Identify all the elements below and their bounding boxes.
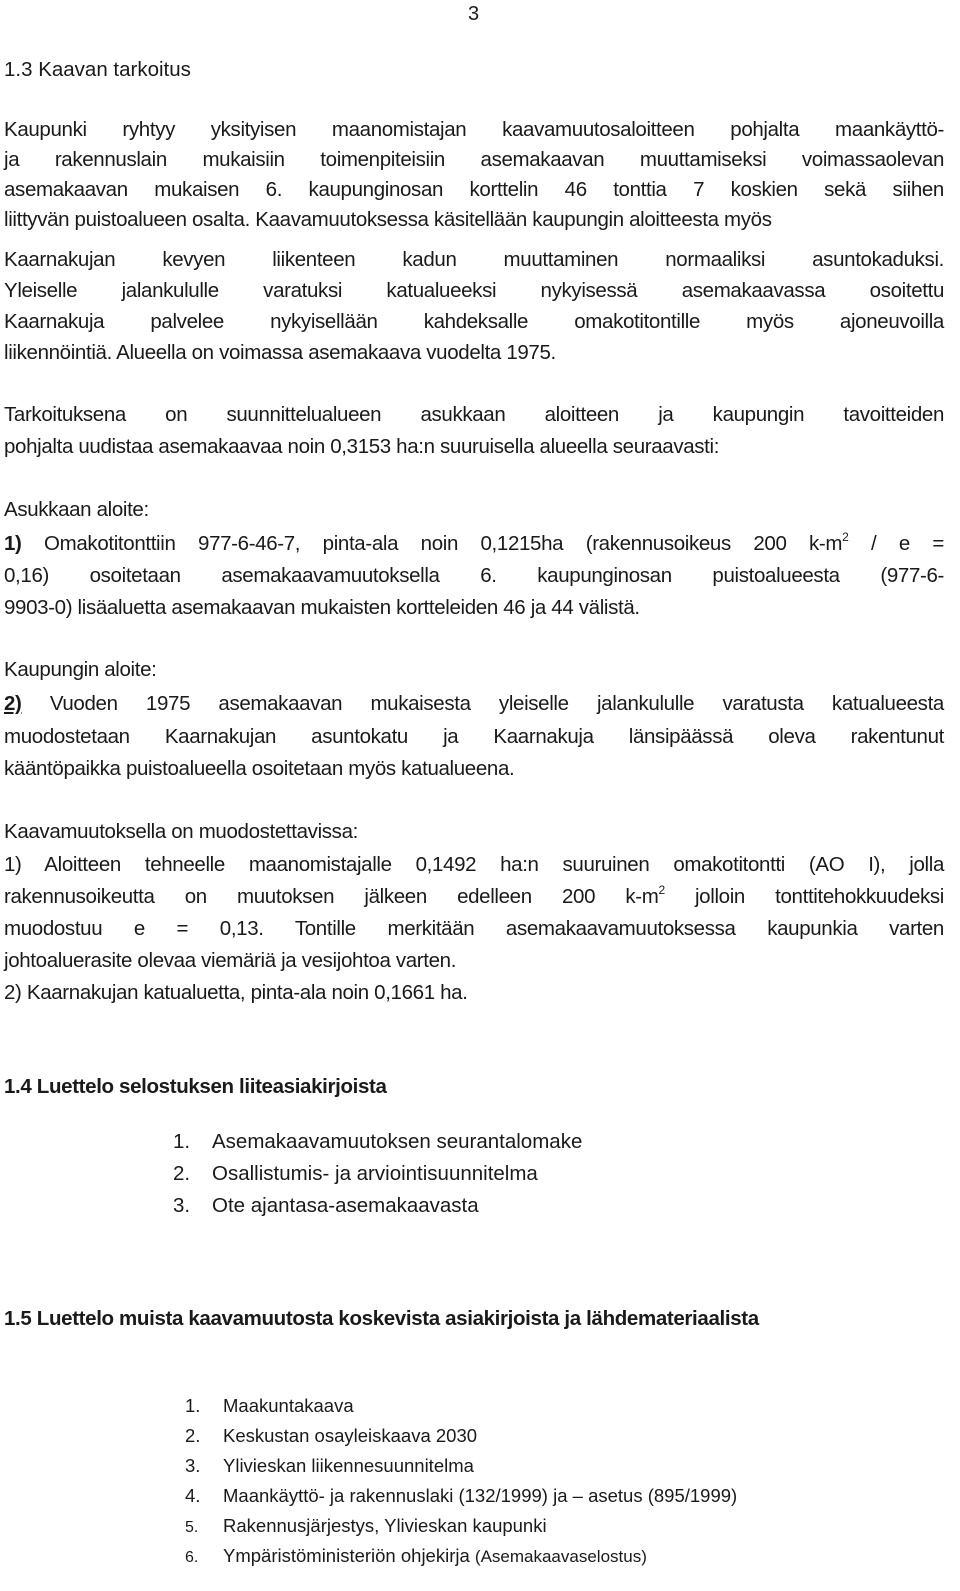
- text-line: johtoaluerasite olevaa viemäriä ja vesijohtoa varten.: [4, 949, 457, 972]
- text-line: Kaarnakuja palvelee nykyisellään kahdeksalle omakotitontille myös ajoneuvoilla: [4, 310, 944, 333]
- text-span: liittyvän puistoalueen osalta.: [4, 208, 250, 231]
- text-span: Kaavamuutoksessa käsitellään kaupungin aloitteesta myös: [255, 208, 772, 231]
- text-line: [4, 689, 944, 719]
- list-number: 1.: [185, 1395, 201, 1416]
- text-line: Kaupunki ryhtyy yksityisen maanomistajan kaavamuutosaloitteen pohjalta maankäyttö-: [4, 118, 944, 141]
- page-number: 3: [468, 3, 480, 25]
- list-number: 1.: [173, 1130, 191, 1153]
- list-item: [185, 1452, 474, 1480]
- list-note: (Asemakaavaselostus): [474, 1547, 647, 1566]
- list-text: Rakennusjärjestys, Ylivieskan kaupunki: [223, 1515, 547, 1536]
- text-line: 9903-0) lisäaluetta asemakaavan mukaisten kortteleiden 46 ja 44 välistä.: [4, 596, 640, 619]
- list-number: 3.: [185, 1455, 201, 1476]
- list-item: [173, 1160, 538, 1188]
- forming-label: Kaavamuutoksella on muodostettavissa:: [4, 820, 358, 843]
- list-item: [185, 1392, 354, 1420]
- superscript: 2: [842, 530, 849, 544]
- list-number: 6.: [185, 1549, 199, 1566]
- text-line: ja rakennuslain mukaisiin toimenpiteisiin asemakaavan muuttamiseksi voimassaolevan: [4, 148, 944, 171]
- text-line: Yleiselle jalankululle varatuksi katualueeksi nykyisessä asemakaavassa osoitettu: [4, 279, 944, 302]
- list-item: [185, 1422, 477, 1450]
- list-item: [185, 1542, 647, 1572]
- list-item: [185, 1482, 737, 1510]
- text-line: [4, 882, 944, 912]
- text-line: [4, 529, 944, 559]
- text-line: muodostuu e = 0,13. Tontille merkitään asemakaavamuutoksessa kaupunkia varten: [4, 917, 944, 940]
- list-text: Maankäyttö- ja rakennuslaki (132/1999) ja – asetus (895/1999): [223, 1485, 738, 1506]
- text-span: rakennusoikeutta on muutoksen jälkeen edelleen 200 k-m: [4, 885, 659, 908]
- text-line: 1) Aloitteen tehneelle maanomistajalle 0,1492 ha:n suuruinen omakotitontti (AO I), jolla: [4, 853, 944, 876]
- list-text: Osallistumis- ja arviointisuunnitelma: [212, 1162, 538, 1185]
- text-span: jolloin tonttitehokkuudeksi: [664, 885, 945, 908]
- section-heading-1-4: 1.4 Luettelo selostuksen liiteasiakirjoista: [4, 1075, 387, 1098]
- text-line: asemakaavan mukaisen 6. kaupunginosan korttelin 46 tonttia 7 koskien sekä siihen: [4, 178, 944, 201]
- text-line: pohjalta uudistaa asemakaavaa noin 0,3153 ha:n suuruisella alueella seuraavasti:: [4, 435, 720, 458]
- city-initiative-label: Kaupungin aloite:: [4, 658, 157, 681]
- text-line: muodostetaan Kaarnakujan asuntokatu ja Kaarnakuja länsipäässä oleva rakentunut: [4, 725, 944, 748]
- text-line: Kaarnakujan kevyen liikenteen kadun muuttaminen normaaliksi asuntokaduksi.: [4, 248, 944, 271]
- text-span: Vuoden 1975 asemakaavan mukaisesta yleiselle jalankululle varatusta katualueesta: [49, 692, 944, 715]
- text-span: Omakotitonttiin 977-6-46-7, pinta-ala noin 0,1215ha (rakennusoikeus 200 k-m: [44, 532, 843, 555]
- list-item: [185, 1512, 547, 1542]
- list-number: 5.: [185, 1519, 199, 1536]
- list-text: Ylivieskan liikennesuunnitelma: [223, 1455, 474, 1476]
- text-line: 0,16) osoitetaan asemakaavamuutoksella 6. kaupunginosan puistoalueesta (977-6-: [4, 564, 944, 587]
- item-number: 1): [4, 532, 22, 555]
- list-item: [173, 1192, 479, 1220]
- list-number: 2.: [173, 1162, 191, 1185]
- list-text: Ote ajantasa-asemakaavasta: [212, 1194, 479, 1217]
- superscript: 2: [658, 883, 665, 897]
- text-line: 2) Kaarnakujan katualuetta, pinta-ala noin 0,1661 ha.: [4, 981, 468, 1004]
- text-span: / e =: [848, 532, 944, 555]
- list-text: Keskustan osayleiskaava 2030: [223, 1425, 478, 1446]
- list-text: Ympäristöministeriön ohjekirja: [223, 1545, 470, 1566]
- list-number: 3.: [173, 1194, 191, 1217]
- text-line: liikennöintiä. Alueella on voimassa asemakaava vuodelta 1975.: [4, 341, 556, 364]
- list-text: Asemakaavamuutoksen seurantalomake: [212, 1130, 583, 1153]
- section-heading-1-3: 1.3 Kaavan tarkoitus: [4, 58, 191, 81]
- list-number: 2.: [185, 1425, 201, 1446]
- section-heading-1-5: 1.5 Luettelo muista kaavamuutosta koskevista asiakirjoista ja lähdemateriaalista: [4, 1307, 759, 1330]
- item-number: 2): [4, 692, 22, 715]
- list-text: Maakuntakaava: [223, 1395, 354, 1416]
- list-item: [173, 1128, 582, 1156]
- text-line: [4, 205, 944, 235]
- resident-initiative-label: Asukkaan aloite:: [4, 498, 149, 521]
- list-number: 4.: [185, 1485, 201, 1506]
- text-line: kääntöpaikka puistoalueella osoitetaan myös katualueena.: [4, 757, 515, 780]
- text-line: Tarkoituksena on suunnittelualueen asukkaan aloitteen ja kaupungin tavoitteiden: [4, 403, 944, 426]
